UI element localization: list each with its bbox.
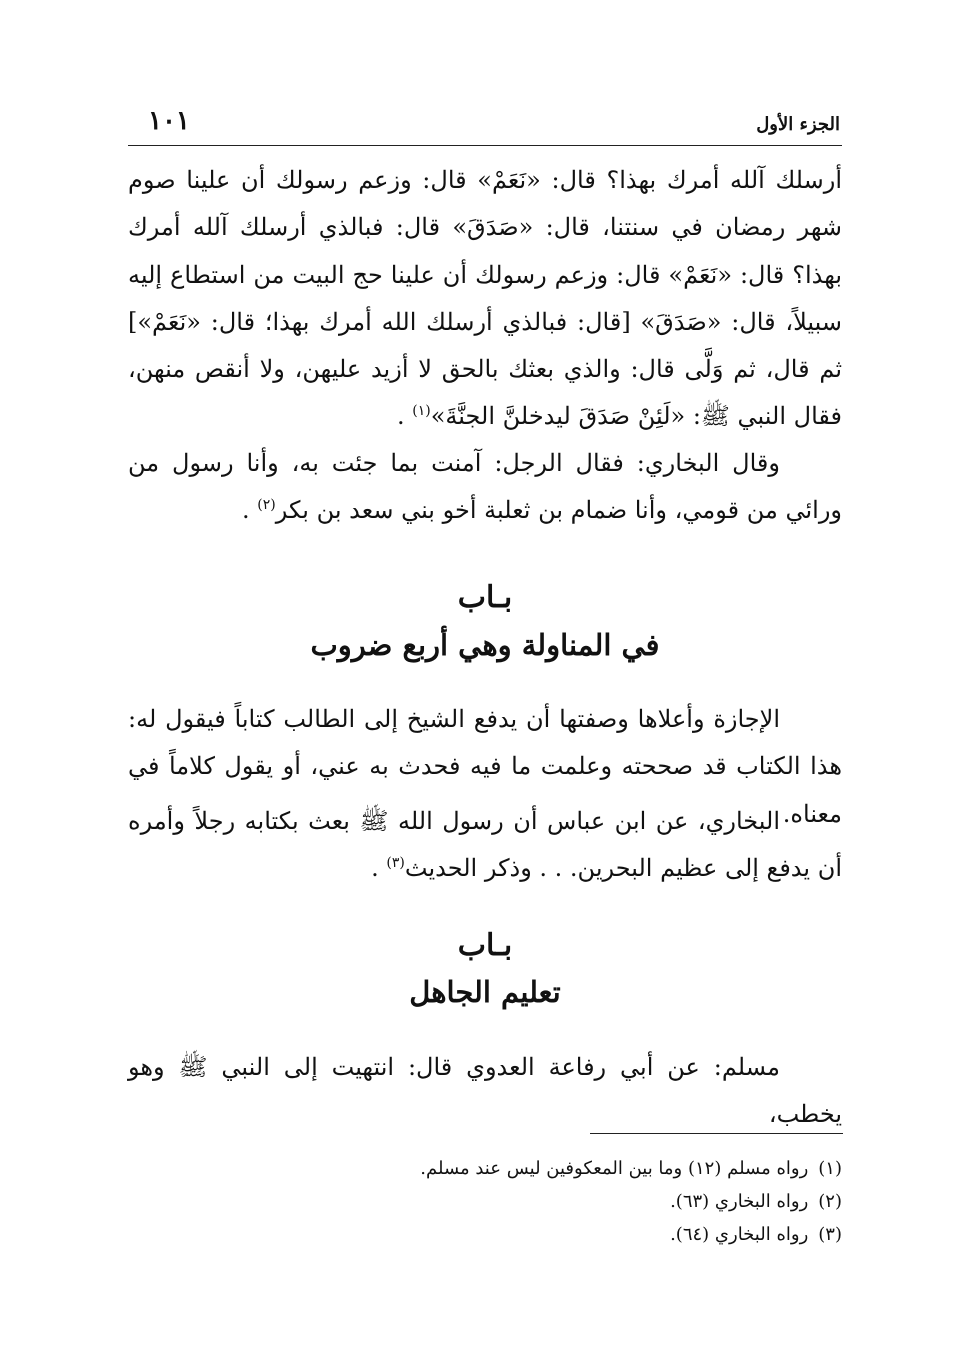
chapter-subheading-talim: تعليم الجاهل	[409, 975, 561, 1009]
footnote-text: رواه مسلم (١٢) وما بين المعكوفين ليس عند مسلم.	[420, 1158, 809, 1179]
footnote-divider	[590, 1133, 843, 1134]
paragraph-ibn-abbas	[128, 798, 842, 893]
footnote-item	[128, 1185, 842, 1218]
footnote-ref-1: (١)	[412, 403, 431, 420]
page-header	[128, 104, 840, 144]
paragraph-ijaza: الإجازة وأعلاها وصفتها أن يدفع الشيخ إلى الطالب كتاباً فيقول له: هذا الكتاب قد صححته وعلمت ما فيه فحدث به عني، أو يقول كلاماً في معناه.	[128, 705, 842, 828]
chapter-heading-bab-2: بـاب	[457, 928, 513, 963]
footnote-item	[128, 1152, 842, 1185]
running-title: الجزء الأول	[756, 114, 840, 135]
footnote-text: رواه البخاري (٦٤).	[670, 1224, 809, 1245]
footnotes-list	[128, 1152, 842, 1251]
footnote-number: (١)	[818, 1158, 842, 1179]
footnote-ref-3: (٣)	[386, 855, 405, 872]
footnote-number: (٢)	[818, 1191, 842, 1212]
paragraph-text: وقال البخاري: فقال الرجل: آمنت بما جئت به، وأنا رسول من ورائي من قومي، وأنا ضمام بن ثعلبة أخو بني سعد بن بكر	[128, 449, 842, 525]
footnote-ref-2: (٢)	[257, 497, 276, 514]
footnote-item	[128, 1218, 842, 1251]
paragraph-hadith-dimam	[128, 157, 842, 441]
footnote-text: رواه البخاري (٦٣).	[670, 1191, 809, 1212]
paragraph-end: .	[371, 854, 379, 883]
paragraph-end: .	[242, 496, 250, 525]
paragraph-end: .	[396, 402, 405, 431]
header-divider	[128, 145, 842, 146]
paragraph-muslim-rifaa: مسلم: عن أبي رفاعة العدوي قال: انتهيت إلى النبي ﷺ وهو يخطب،	[128, 1053, 842, 1129]
paragraph-text: أرسلك آلله أمرك بهذا؟ قال: «نَعَمْ» قال: وزعم رسولك أن علينا صوم شهر رمضان في سنتنا، قال: «صَدَقَ» قال: فبالذي أرسلك آلله أمرك بهذا؟ قال: «نَعَمْ» قال: وزعم رسولك أن علينا حج البيت من استطاع إليه سبيلاً، قال: «صَدَقَ» [قال: فبالذي أرسلك الله أمرك بهذا؛ قال: «نَعَمْ»] ثم قال، ثم وَلَّى قال: والذي بعثك بالحق لا أزيد عليهن، ولا أنقص منهن، فقال النبي ﷺ: «لَئِنْ صَدَقَ ليدخلنَّ الجنَّةَ»	[128, 166, 842, 431]
paragraph-bukhari-version	[128, 440, 842, 535]
chapter-subheading-munawala: في المناولة وهي أربع ضروب	[310, 628, 660, 662]
footnote-number: (٣)	[818, 1224, 842, 1245]
paragraph-text: البخاري، عن ابن عباس أن رسول الله ﷺ بعث بكتابه رجلاً وأمره أن يدفع إلى عظيم البحرين. . . وذكر الحديث	[128, 807, 842, 883]
page-number: ١٠١	[148, 106, 190, 136]
chapter-heading-bab-1: بـاب	[457, 580, 513, 615]
